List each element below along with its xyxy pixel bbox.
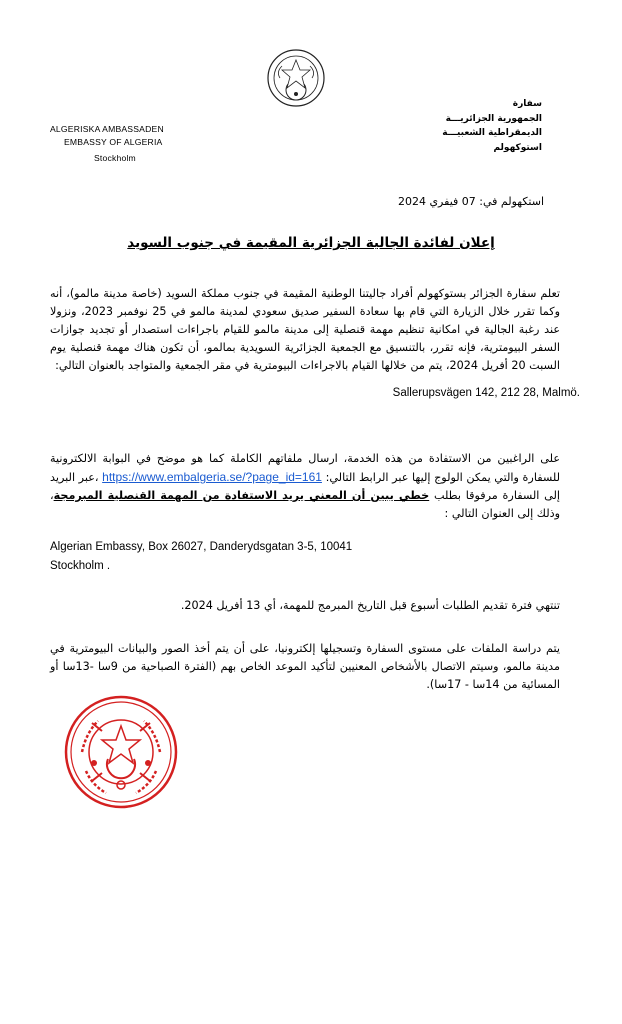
embassy-address-line-1: Algerian Embassy, Box 26027, Danderydsgatan 3-5, 10041 (50, 541, 353, 553)
letter-date: استكهولم في: 07 فيفري 2024 (397, 195, 544, 208)
paragraph-2 (50, 450, 560, 523)
header-right-line-2: الجمهورية الجزائريـــة (445, 113, 542, 124)
malmo-address: Sallerupsvägen 142, 212 28, Malmö. (392, 387, 580, 399)
header-right-line-1: سفارة (512, 99, 542, 109)
paragraph-2-bold: خطي يبين أن المعني يريد الاستفادة من المهمة القنصلية المبرمجة (53, 489, 430, 502)
embassy-name-swedish: ALGERISKA AMBASSADEN (50, 124, 164, 134)
embassy-portal-link[interactable]: https://www.embalgeria.se/?page_id=161 (102, 470, 322, 484)
embassy-name-english: EMBASSY OF ALGERIA (64, 136, 163, 147)
paragraph-1: تعلم سفارة الجزائر بستوكهولم أفراد جاليتنا الوطنية المقيمة في جنوب مملكة السويد (خاصة مدينة مالمو)، أنه وكما تقرر خلال الزيارة التي قام بها سعادة السفير صديق سعودي لمدينة مالمو في 25 نوفمبر 2023، ونزولا عند رغبة الجالية في امكانية تنظيم مهمة قنصلية إلى مدينة مالمو للقيام باجراءات استصدار أو تجديد جوازات السفر البيومترية، فإنه تقرر، بالتنسيق مع الجمعية الجزائرية السويدية بمالمو، أن تكون هناك مهمة قنصلية يوم السبت 20 أفريل 2024، يتم من خلالها القيام بالاجراءات البيومترية في مقر الجمعية والمتواجد بالعنوان التالي: (50, 287, 560, 372)
embassy-city: Stockholm (94, 153, 136, 163)
header-right-line-4: استوكهولم (493, 142, 542, 153)
paragraph-4: يتم دراسة الملفات على مستوى السفارة وتسجيلها إلكترونيا، على أن يتم أخذ الصور والبيانات البيومترية في مدينة مالمو، وسيتم الاتصال بالأشخاص المعنيين لتأكيد الموعد الخاص بهم (الفترة الصباحية من 9سا -13سا أو المسائية من 14سا - 17سا). (50, 642, 560, 691)
paragraph-2-end: ، وذلك إلى العنوان التالي : (50, 489, 560, 520)
red-stamp-icon (62, 693, 180, 811)
header-left (50, 123, 230, 165)
announcement-title: إعلان لفائدة الجالية الجزائرية المقيمة في جنوب السويد (127, 235, 495, 251)
paragraph-3: تنتهي فترة تقديم الطلبات أسبوع قبل التاريخ المبرمج للمهمة، أي 13 أفريل 2024. (180, 599, 560, 612)
paragraph-2-middle: ،عبر البريد إلى السفارة مرفوقا بطلب (50, 471, 560, 502)
paragraph-2-intro: على الراغبين من الاستفادة من هذه الخدمة، ارسال ملفاتهم الكاملة كما هو موضح في البوابة الالكترونية للسفارة والتي يمكن الولوج إليها عبر الرابط التالي: (50, 452, 560, 484)
header-right (372, 97, 542, 155)
header-right-line-3: الديمقراطية الشعبيـــة (442, 128, 542, 138)
embassy-address-line-2: Stockholm . (50, 560, 111, 572)
emblem-seal-icon (266, 48, 326, 108)
